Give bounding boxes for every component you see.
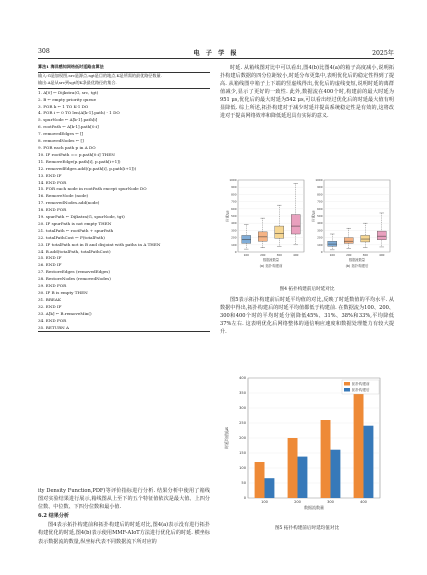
figure5-bar-chart — [220, 372, 394, 524]
algorithm-line: 20. IF spurPath is not empty THEN — [38, 220, 112, 226]
y-tick-label: 300 — [239, 406, 246, 411]
y-tick-label: 900 — [317, 185, 323, 190]
y-tick-label: 100 — [239, 466, 246, 471]
algorithm-line: 6. rootPath ← A[k-1].path[0:i] — [38, 124, 99, 130]
algorithm-line: 29. END FOR — [38, 283, 67, 289]
y-tick-label: 700 — [231, 199, 237, 204]
y-tick-label: 400 — [231, 221, 237, 226]
figure5-caption: 图5 拓扑构建前后时延均值对比 — [274, 526, 340, 531]
y-tick-label: 900 — [231, 185, 237, 190]
boxplot-before — [225, 178, 305, 268]
legend-swatch — [344, 382, 350, 386]
x-tick-label: 400 — [379, 253, 385, 257]
legend-label: 拓扑构建前 — [352, 382, 370, 387]
x-tick-label: 300 — [276, 253, 282, 257]
x-tick-label: 300 — [327, 500, 334, 504]
algorithm-line: 23. IF totalPath not in B and disjoint with paths in A THEN — [38, 241, 161, 247]
x-tick-label: 100 — [243, 253, 249, 257]
y-tick-label: 0 — [234, 250, 237, 254]
y-tick-label: 50 — [241, 481, 246, 486]
algorithm-line: 11. RemoveEdge(p.path[i], p.path[i+1]) — [38, 158, 121, 164]
y-tick-label: 800 — [317, 192, 323, 197]
algorithm-line: 17. removedNodes.add(node) — [38, 200, 100, 206]
algorithm-line: 10. IF rootPath == p.path[0:i] THEN — [38, 151, 115, 157]
y-tick-label: 500 — [231, 214, 237, 218]
y-tick-label: 100 — [231, 242, 237, 247]
algorithm-line: 32. END IF — [38, 303, 62, 309]
figure4-boxplots — [220, 176, 394, 280]
paragraph-metrics: ity Density Function,PDF)等评价指标进行分析. 结果分析中使用了箱线图对实验结果进行展示,箱线图从上至下的五个特征值依次是最大值、上四分位数、中位数、下四分位数和最小值. — [38, 488, 210, 511]
algorithm-input: 输入:G是加权图,src是源点,sgt是目的地点,K是所需的最优路径数量. — [38, 72, 162, 78]
x-axis-label: 数据流数量 — [349, 258, 365, 262]
algorithm-line: 7. removedEdges ← [] — [38, 131, 84, 137]
left-column-text — [38, 487, 210, 546]
y-tick-label: 1000 — [315, 178, 323, 182]
bar-after — [298, 457, 308, 498]
x-tick-label: 100 — [261, 500, 268, 504]
paragraph-mean-analysis: 图5表示拓扑构建前后时延平均值的对比,反映了时延数值的平均水平. 从数据中得出,拓扑构建后的时延平均值都低于构建前. 在数据流为100、200、300和400个时的平均时延分别降低45%、31%、38%和33%,平均降低37%左右. 这表明优化后网络整体的通信响应速度和数据处理能力有较大提升. — [220, 297, 394, 335]
algorithm-line: 13. END IF — [38, 172, 62, 178]
header-rule — [38, 58, 394, 59]
bar-before — [288, 438, 298, 498]
y-axis-label: 时延/μs — [311, 210, 316, 222]
box-iqr — [291, 215, 300, 234]
y-tick-label: 200 — [231, 235, 237, 240]
algorithm-block — [38, 64, 210, 332]
bar-before — [321, 420, 331, 498]
algorithm-line: 24. B.add(totalPath, totalPathCost) — [38, 248, 111, 254]
y-tick-label: 300 — [231, 228, 237, 233]
section-heading: 6.2 结果分析 — [38, 513, 70, 520]
box-iqr — [275, 226, 284, 238]
algorithm-output: 输出:A是从src到sgt的K条最优路径的集合. — [38, 79, 117, 85]
y-tick-label: 100 — [317, 242, 323, 247]
algorithm-line: 30. IF B is empty THEN — [38, 290, 88, 295]
x-tick-label: 400 — [360, 500, 367, 504]
y-tick-label: 250 — [239, 421, 246, 426]
algorithm-line: 35. RETURN A — [38, 324, 69, 330]
x-tick-label: 200 — [294, 500, 301, 504]
paragraph-boxplot-analysis: 时延. 从箱线图对比中可以看出,图4(b)比图4(a)的箱子高度减小,说明拓扑构建后数据的四分位距较小,时延分布更集中,表明优化后的稳定性得到了提高. 从箱线图中箱子上下端的竖虚线得出,优化后的虚线变短,说明时延的离群值减少,显示了更好的一致性. 此外,数据流在400个时,构建前的最大时延为951 μs,优化后的最大时延为542 μs,可以看出经过优化后的时延最大值有明显降低. 综上所述,拓扑构建对于减少时延并提高系统稳定性是有效的,这将改进对于提高网络效率和降低延迟具有实际的意义. — [220, 65, 394, 119]
box-iqr — [328, 241, 337, 246]
y-tick-label: 0 — [320, 250, 323, 254]
y-tick-label: 300 — [317, 228, 323, 233]
algorithm-line: 3. FOR k ← 1 TO K-1 DO — [38, 103, 89, 109]
y-tick-label: 150 — [239, 451, 246, 456]
boxplot-after — [311, 178, 391, 268]
y-tick-label: 0 — [243, 496, 246, 501]
algorithm-line: 26. END IF — [38, 262, 62, 268]
figure4-caption: 图4 拓扑构建前后时延对比 — [279, 287, 335, 292]
box-iqr — [361, 235, 370, 241]
algorithm-line: 15. FOR each node in rootPath except spurNode DO — [38, 186, 147, 192]
bar-after — [265, 478, 275, 498]
box-iqr — [258, 232, 267, 241]
box-iqr — [242, 235, 251, 243]
algorithm-line: 25. END IF — [38, 255, 62, 261]
x-tick-label: 400 — [293, 253, 299, 257]
y-tick-label: 1000 — [229, 178, 237, 182]
x-tick-label: 200 — [346, 253, 352, 257]
x-tick-label: 200 — [260, 253, 266, 257]
x-tick-label: 100 — [329, 253, 335, 257]
algorithm-line: 31. BREAK — [38, 296, 61, 302]
algorithm-line: 2. B ← empty priority queue — [38, 96, 97, 102]
algorithm-line: 33. A[k] ← B.removeMin() — [38, 310, 92, 316]
algorithm-line: 12. removedEdges.add((p.path[i], p.path[i+1])) — [38, 165, 137, 171]
x-axis-label: 数据流数量 — [263, 258, 279, 262]
y-axis-label: 时延均值/μs — [224, 427, 229, 449]
journal-year: 2025年 — [372, 50, 394, 57]
y-tick-label: 600 — [231, 206, 237, 211]
algorithm-line: 21. totalPath ← rootPath + spurPath — [38, 227, 114, 233]
journal-title: 电 子 学 报 — [193, 50, 239, 57]
legend-swatch — [344, 388, 350, 392]
subfigure-caption: (a) 拓扑构建前 — [259, 264, 283, 268]
box-iqr — [377, 231, 386, 240]
y-tick-label: 600 — [317, 206, 323, 211]
algorithm-line: 19. spurPath ← Dijkstra(G, spurNode, tgt) — [38, 214, 125, 220]
y-tick-label: 400 — [239, 376, 246, 381]
algorithm-line: 1. A[0] ← Dijkstra(G, src, tgt) — [38, 89, 99, 95]
algorithm-line: 14. END FOR — [38, 179, 67, 185]
algorithm-line: 34. END FOR — [38, 317, 67, 323]
y-tick-label: 700 — [317, 199, 323, 204]
algorithm-line: 9. FOR each path p in A DO — [38, 144, 96, 150]
y-tick-label: 200 — [317, 235, 323, 240]
mean-latency-bars — [223, 376, 380, 510]
algorithm-line: 18. END FOR — [38, 207, 67, 213]
algorithm-line: 27. RestoreEdges (removedEdges) — [38, 269, 110, 275]
algorithm-line: 4. FOR i ← 0 TO len(A[k-1].path) - 1 DO — [38, 110, 120, 116]
algorithm-line: 22. totalPathCost ← F(totalPath) — [38, 234, 105, 240]
y-tick-label: 350 — [239, 391, 246, 396]
box-iqr — [344, 238, 353, 244]
x-tick-label: 300 — [362, 253, 368, 257]
algorithm-line: 16. RemoveNode (node) — [38, 193, 89, 199]
algorithm-title: 算法1 海洋感知网络低时延路由算法 — [38, 64, 210, 73]
x-axis-label: 数据流数量 — [304, 505, 324, 510]
subfigure-caption: (b) 拓扑构建后 — [345, 264, 369, 268]
y-tick-label: 200 — [239, 436, 246, 441]
legend-label: 拓扑构建后 — [352, 388, 370, 393]
algorithm-line: 28. RestoreNodes (removedNodes) — [38, 276, 111, 282]
y-tick-label: 500 — [317, 214, 323, 218]
page-number: 308 — [38, 48, 50, 55]
algorithm-line: 5. spurNode ← A[k-1].path[i] — [38, 117, 98, 123]
bar-before — [255, 462, 265, 498]
bar-before — [354, 390, 364, 498]
y-tick-label: 400 — [317, 221, 323, 226]
bar-after — [331, 450, 341, 498]
y-axis-label: 时延/μs — [225, 210, 230, 222]
paragraph-figure4-intro: 图4表示拓扑构建前和拓扑构建后的时延对比,图4(a)表示没有进行拓扑构建优化的时延,图4(b)表示使用MMF-AIoT方法进行优化后的时延. 横坐标表示数据流的数量,纵坐标代表不同数据流下所对应的 — [38, 522, 210, 545]
y-tick-label: 800 — [231, 192, 237, 197]
algorithm-line: 8. removedNodes ← [] — [38, 138, 84, 144]
algorithm-lines — [38, 88, 210, 333]
bar-after — [364, 426, 374, 498]
